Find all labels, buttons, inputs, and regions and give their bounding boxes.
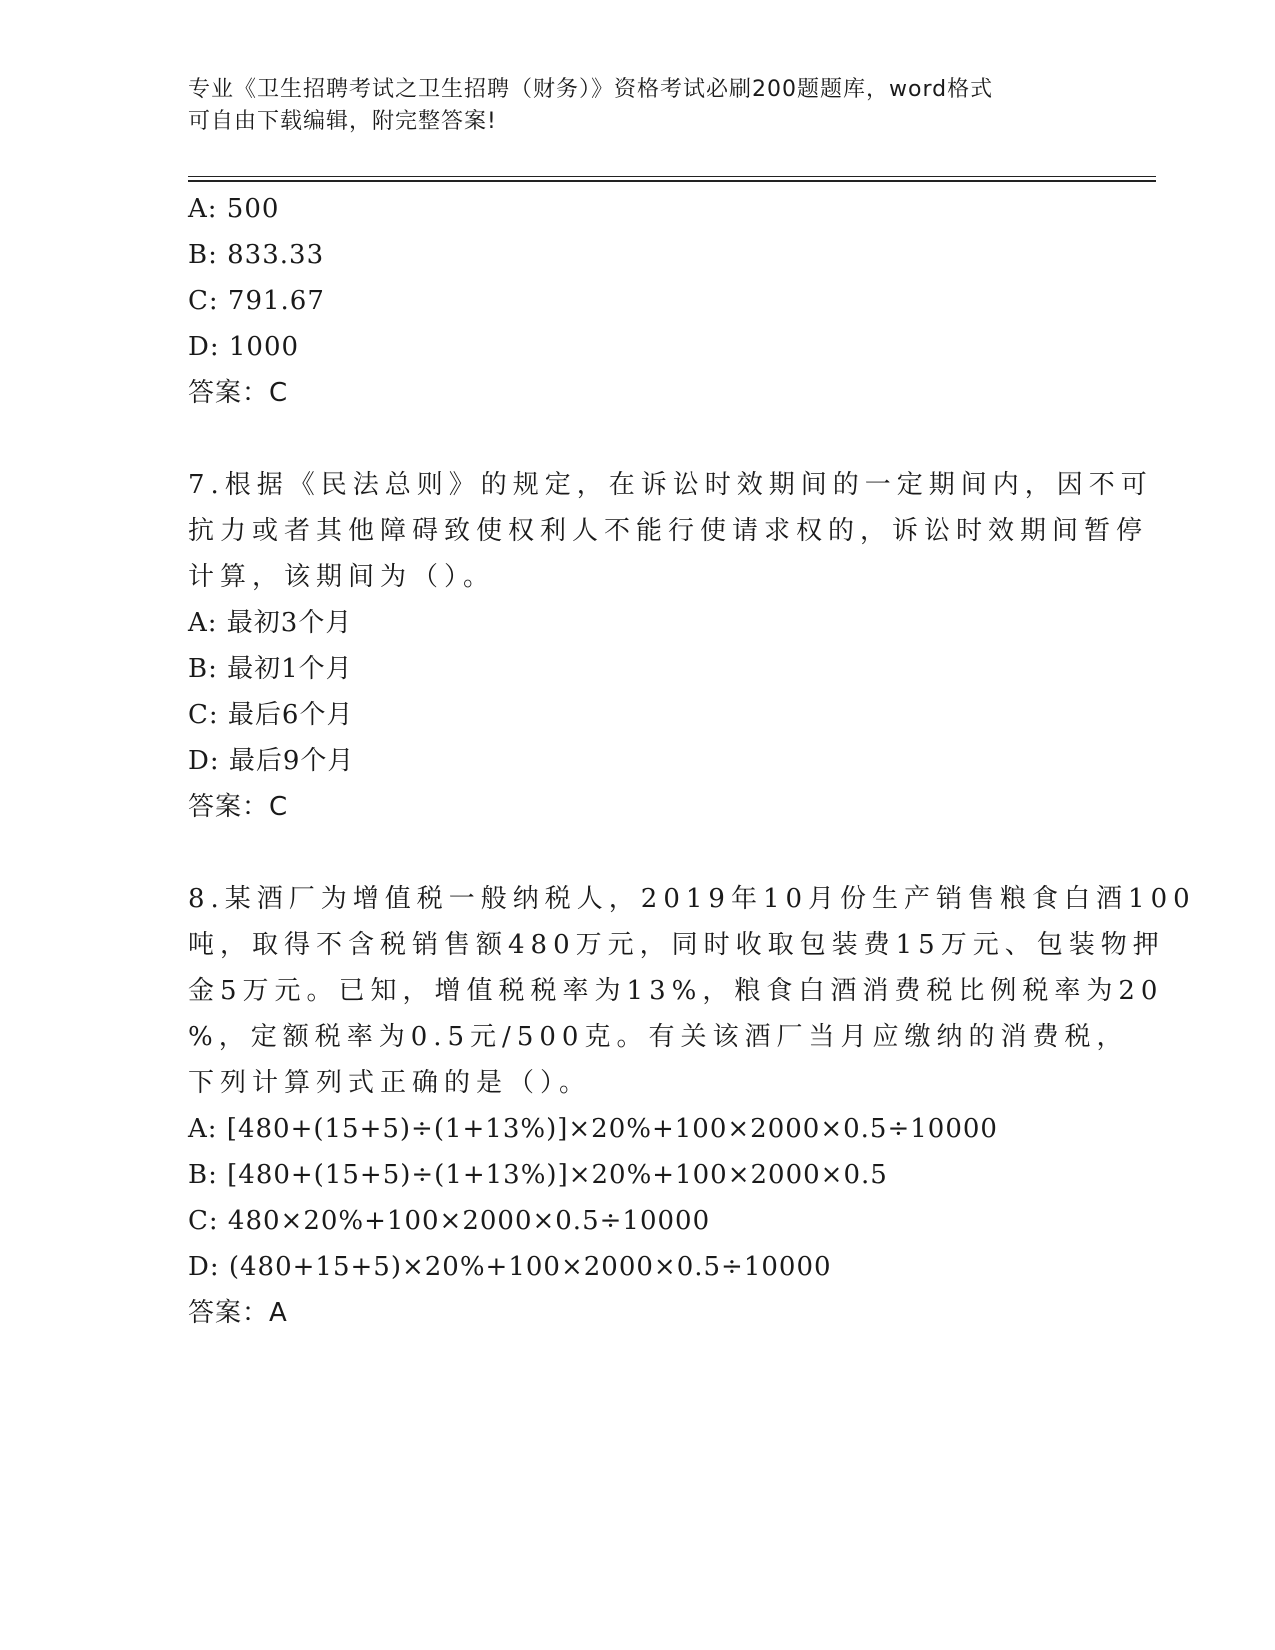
q7-option-c: C: 最后6个月 xyxy=(188,700,354,730)
q7-option-d: D: 最后9个月 xyxy=(188,746,355,776)
header-text xyxy=(188,74,1088,138)
q6-option-b: B: 833.33 xyxy=(188,240,325,270)
q7-stem-line-3: 计算，该期间为（）。 xyxy=(188,562,496,592)
q7-option-a: A: 最初3个月 xyxy=(188,608,353,638)
q6-option-a: A: 500 xyxy=(188,194,280,224)
q7-stem-line-2: 抗力或者其他障碍致使权利人不能行使请求权的，诉讼时效期间暂停 xyxy=(188,516,1149,546)
q8-stem-line-5: 下列计算列式正确的是（）。 xyxy=(188,1068,592,1098)
q8-option-a: A: [480+(15+5)÷(1+13%)]×20%+100×2000×0.5÷10000 xyxy=(188,1114,998,1144)
header-line-1: 专业《卫生招聘考试之卫生招聘（财务）》资格考试必刷200题题库，word格式 xyxy=(188,77,994,102)
q8-option-d: D: (480+15+5)×20%+100×2000×0.5÷10000 xyxy=(188,1252,832,1282)
q8-stem-line-3: 金5万元。已知，增值税税率为13%，粮食白酒消费税比例税率为20 xyxy=(188,976,1164,1006)
q8-answer: 答案：A xyxy=(188,1298,288,1328)
header-divider-thin xyxy=(188,176,1156,177)
q6-option-d: D: 1000 xyxy=(188,332,300,362)
q6-answer: 答案：C xyxy=(188,378,289,408)
q8-stem-line-1: 8.某酒厂为增值税一般纳税人，2019年10月份生产销售粮食白酒100 xyxy=(188,884,1196,914)
header-line-2: 可自由下载编辑，附完整答案! xyxy=(188,109,497,134)
q7-stem-line-1: 7.根据《民法总则》的规定，在诉讼时效期间的一定期间内，因不可 xyxy=(188,470,1153,500)
q7-answer: 答案：C xyxy=(188,792,289,822)
q8-stem-line-4: %，定额税率为0.5元/500克。有关该酒厂当月应缴纳的消费税， xyxy=(188,1022,1129,1052)
q6-option-c: C: 791.67 xyxy=(188,286,325,316)
q8-stem-line-2: 吨，取得不含税销售额480万元，同时收取包装费15万元、包装物押 xyxy=(188,930,1165,960)
q7-option-b: B: 最初1个月 xyxy=(188,654,353,684)
q8-option-c: C: 480×20%+100×2000×0.5÷10000 xyxy=(188,1206,711,1236)
header-divider-thick xyxy=(188,180,1156,182)
q8-option-b: B: [480+(15+5)÷(1+13%)]×20%+100×2000×0.5 xyxy=(188,1160,888,1190)
